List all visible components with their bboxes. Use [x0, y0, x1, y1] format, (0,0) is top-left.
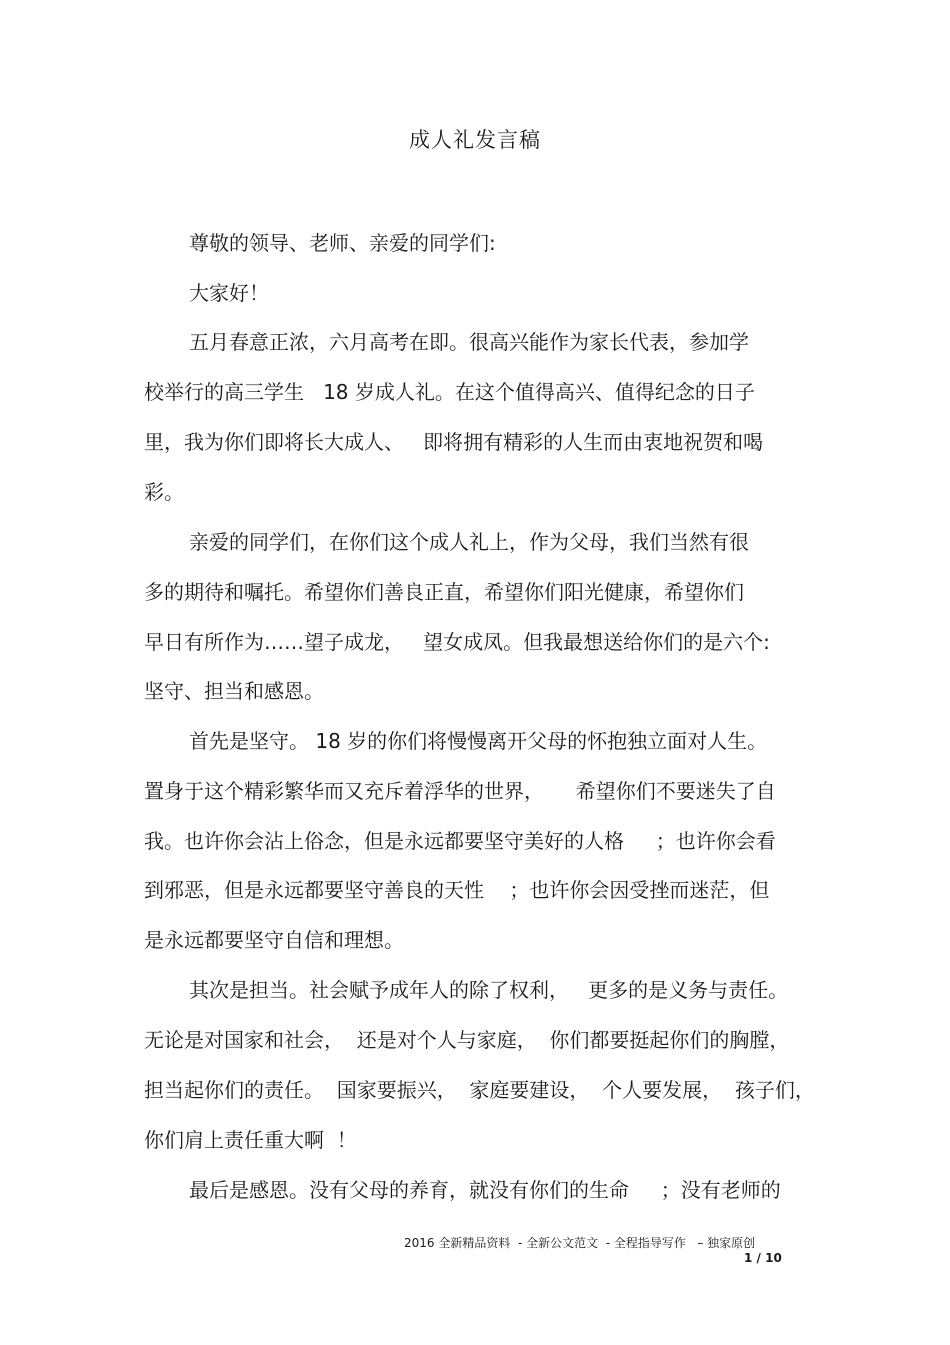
text-line: 其次是担当。社会赋予成年人的除了权利， 更多的是义务与责任。 [189, 978, 789, 1002]
text-line: 尊敬的领导、老师、亲爱的同学们: [189, 231, 496, 255]
document-title: 成人礼发言稿 [409, 128, 541, 152]
text-line: 最后是感恩。没有父母的养育，就没有你们的生命 ；没有老师的 [189, 1178, 781, 1202]
text-line: 到邪恶，但是永远都要坚守善良的天性 ；也许你会因受挫而迷茫，但 [144, 878, 770, 902]
text-line: 首先是坚守。 18 岁的你们将慢慢离开父母的怀抱独立面对人生。 [189, 729, 768, 753]
text-line: 亲爱的同学们，在你们这个成人礼上，作为父母，我们当然有很 [189, 530, 749, 554]
footer-text: 2016 全新精品资料 - 全新公文范文 - 全程指导写作 – 独家原创 [404, 1236, 756, 1250]
text-line: 五月春意正浓，六月高考在即。很高兴能作为家长代表，参加学 [189, 330, 749, 354]
text-line: 置身于这个精彩繁华而又充斥着浮华的世界， 希望你们不要迷失了自 [144, 779, 776, 803]
text-line: 大家好！ [189, 281, 269, 305]
text-line: 彩。 [144, 480, 184, 504]
text-line: 多的期待和嘱托。希望你们善良正直，希望你们阳光健康，希望你们 [144, 580, 744, 604]
text-line: 担当起你们的责任。 国家要振兴， 家庭要建设， 个人要发展， 孩子们， [144, 1078, 815, 1102]
page-number: 1 / 10 [744, 1251, 782, 1265]
text-line: 早日有所作为……望子成龙， 望女成凤。但我最想送给你们的是六个: [144, 630, 770, 654]
text-line: 你们肩上责任重大啊 ！ [144, 1128, 357, 1152]
text-line: 是永远都要坚守自信和理想。 [144, 928, 404, 952]
text-line: 无论是对国家和社会， 还是对个人与家庭， 你们都要挺起你们的胸膛， [144, 1028, 790, 1052]
text-line: 校举行的高三学生 18 岁成人礼。在这个值得高兴、值得纪念的日子 [144, 380, 755, 404]
text-line: 坚守、担当和感恩。 [144, 679, 324, 703]
text-line: 里，我为你们即将长大成人、 即将拥有精彩的人生而由衷地祝贺和喝 [144, 430, 764, 454]
text-line: 我。也许你会沾上俗念，但是永远都要坚守美好的人格 ；也许你会看 [144, 829, 776, 853]
